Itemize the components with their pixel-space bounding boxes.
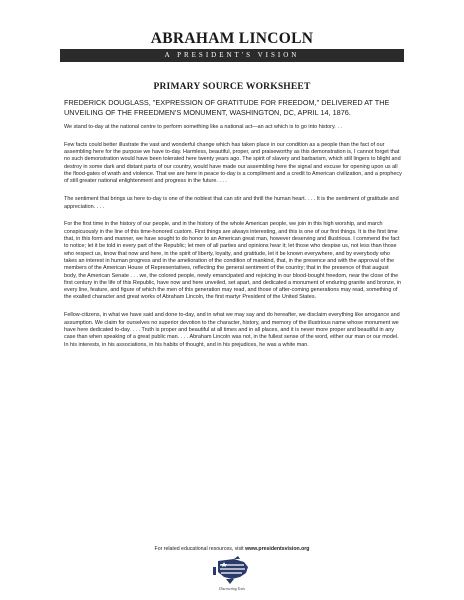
brand-band	[60, 49, 404, 62]
footer-resources	[0, 546, 464, 552]
paragraph: For the first time in the history of our people, and in the history of the whole American people, we join in this high worship, and march conspicuously in the line of this time-honored custom. First things are always interesting, and this is one of our first things. It is the first time that, in this form and manner, we have sought to do honor to an American great man, however deserving and illustrious. I commend the fact to notice; let it be told in every part of the Republic; let men of all parties and opinions hear it; let those who despise us, not less than those who respect us, know that now and here, in the spirit of liberty, loyalty, and gratitude, let it be known everywhere, and by everybody who takes an interest in human progress and in the amelioration of the condition of mankind, that, in the presence and with the approval of the members of the American House of Representatives, reflecting the general sentiment of the country; that in the presence of that august body, the American Senate . . . we, the colored people, newly emancipated and rejoicing in our blood-bought freedom, near the close of the first century in the life of this Republic, have now and here unveiled, set apart, and dedicated a monument of enduring granite and bronze, in every line, feature, and figure of which the men of this generation may read, and those of after-coming generations may read, something of the exalted character and great works of Abraham Lincoln, the first martyr President of the United States.	[64, 221, 402, 301]
speech-excerpt	[64, 124, 402, 359]
paragraph: The sentiment that brings us here to-day is one of the noblest that can stir and thrill the human heart. . . . It is the sentiment of gratitude and appreciation. . . .	[64, 196, 399, 210]
document-heading: FREDERICK DOUGLASS, "EXPRESSION OF GRATITUDE FOR FREEDOM," DELIVERED AT THE UNVEILING OF THE FREEDMEN'S MONUMENT, WASHINGTON, DC, APRIL 14, 1876.	[64, 98, 390, 117]
paragraph: Few facts could better illustrate the vast and wonderful change which has taken place in our condition as a people than the fact of our assembling here for the purpose we have to-day. Harmless, beautiful, proper, and praiseworthy as this demonstration is, I cannot forget that no such demonstration would have been tolerated here twenty years ago. The spirit of slavery and barbarism, which still lingers to blight and destroy in some dark and distant parts of our country, would have made our assembling here the signal and excuse for opening upon us all the flood-gates of wrath and violence. That we are here in peace to-day is a compliment and a credit to American civilization, and a prophecy of still greater national enlightenment and progress in the future. . . .	[64, 141, 402, 185]
paragraph: We stand to-day at the national centre to perform something like a national act—an act which is to go into history. . .	[64, 124, 342, 130]
resource-link[interactable]: www.presidentsvision.org	[245, 546, 310, 552]
brand-title: ABRAHAM LINCOLN	[150, 30, 314, 47]
footer-prefix: For related educational resources, visit	[154, 546, 246, 552]
paragraph: Fellow-citizens, in what we have said and done to-day, and in what we may say and do hereafter, we disclaim everything like arrogance and assumption. We claim for ourselves no superior devotion to the character, history, and memory of the illustrious name whose monument we have here dedicated to-day. . . . Truth is proper and beautiful at all times and in all places, and it is never more proper and beautiful in any case than when speaking of a great public man. . . . Abraham Lincoln was not, in the fullest sense of the word, either our man or our model. In his interests, in his associations, in his habits of thought, and in his prejudices, he was a white man.	[64, 312, 400, 348]
brand-subtitle: A PRESIDENT'S VISION	[164, 51, 300, 59]
worksheet-title: PRIMARY SOURCE WORKSHEET	[153, 82, 311, 92]
flag-map-logo-icon	[204, 555, 260, 595]
logo-caption: Discovering Texts	[219, 587, 245, 591]
logo-graphic	[204, 555, 260, 587]
